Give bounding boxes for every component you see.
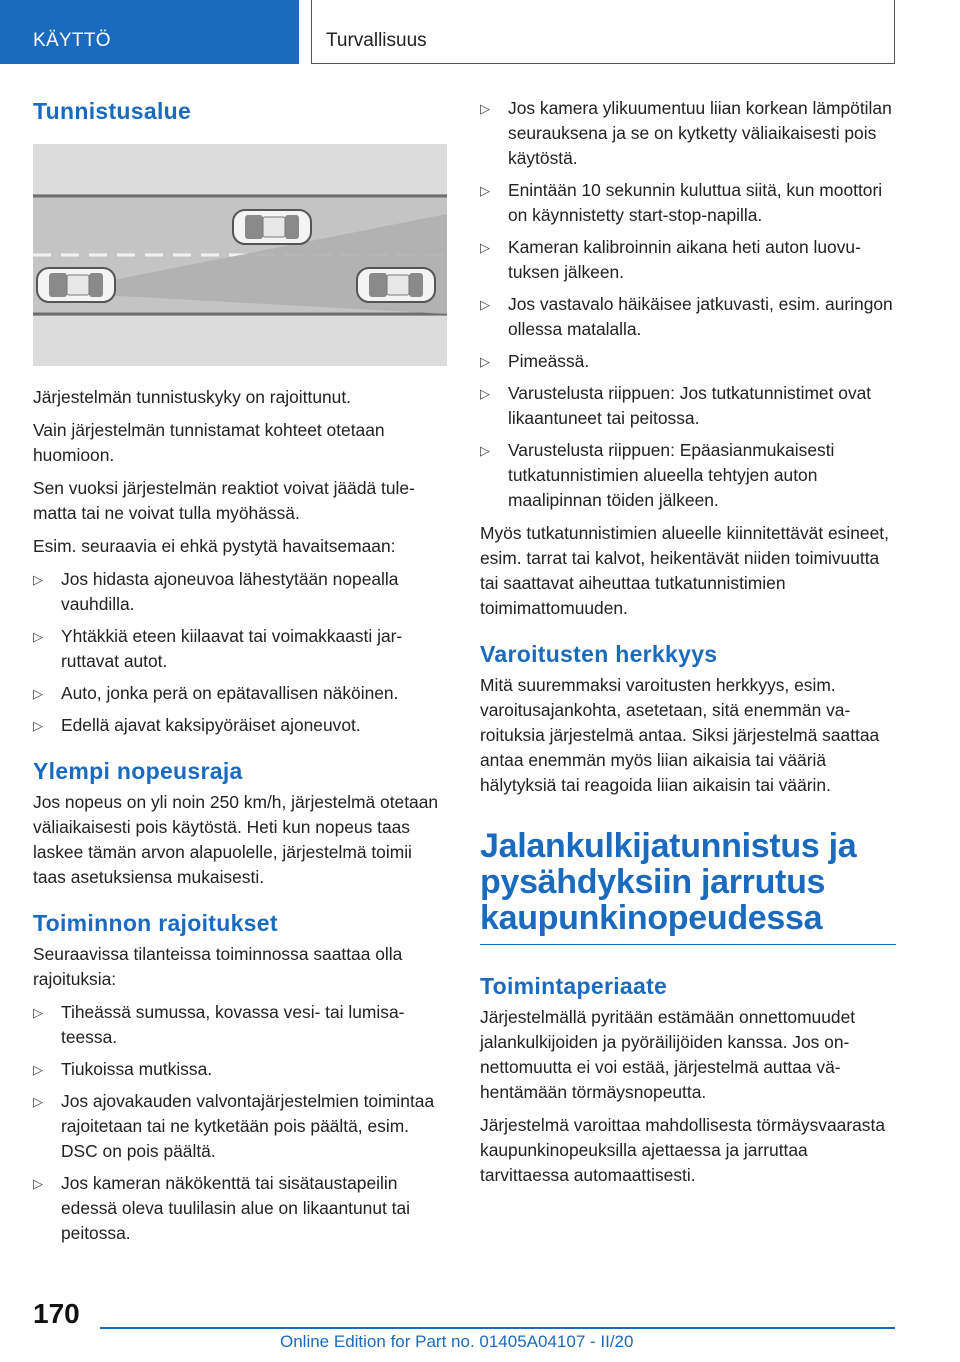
section-header bbox=[311, 0, 895, 64]
chapter-tab bbox=[0, 0, 299, 64]
list-item: ▷ Jos vastavalo häikäisee jatkuvasti, esim. auringon ollessa matalalla. bbox=[480, 292, 896, 342]
detection-range-illustration bbox=[33, 144, 447, 366]
paragraph: Jos nopeus on yli noin 250 km/h, järjestelmä otetaan väliaikaisesti pois käytöstä. Heti kun nopeus taas laskee tämän arvon alapuolelle, järjestelmä toimii taas asetuksiensa mukaisesti. bbox=[33, 792, 439, 887]
list-item: ▷ Pimeässä. bbox=[480, 349, 896, 374]
paragraph: Järjestelmä varoittaa mahdollisesta törmäysvaarasta kaupunkinopeuksilla ajettaessa ja jarruttaa tarvittaessa automaattisesti. bbox=[480, 1115, 885, 1185]
chapter-heading: Jalankulkijatunnistus ja pysähdyksiin jarrutus kaupunkinopeudessa bbox=[480, 828, 896, 945]
car-ego bbox=[37, 268, 115, 302]
paragraph: Järjestelmän tunnistuskyky on rajoittunut. bbox=[33, 387, 352, 407]
paragraph: Seuraavissa tilanteissa toiminnossa saattaa olla rajoituksia: bbox=[33, 944, 403, 989]
right-column bbox=[480, 96, 896, 1196]
chapter-tab-label: KÄYTTÖ bbox=[33, 30, 111, 51]
list-item: ▷ Auto, jonka perä on epätavallisen näköinen. bbox=[33, 681, 449, 706]
heading-varoitusten-herkkyys: Varoitusten herkkyys bbox=[480, 641, 718, 667]
edition-note: Online Edition for Part no. 01405A04107 - II/20 bbox=[280, 1332, 634, 1351]
car-ahead bbox=[357, 268, 435, 302]
list-item: ▷ Yhtäkkiä eteen kiilaavat tai voimakkaasti jarruttavat autot. bbox=[33, 624, 449, 674]
limitations-list bbox=[33, 1000, 449, 1246]
heading-toiminnon-rajoitukset: Toiminnon rajoitukset bbox=[33, 910, 278, 936]
list-item: ▷ Jos kameran näkökenttä tai sisätaustapeilin edessä oleva tuulilasin alue on likaantunut tai peitossa. bbox=[33, 1171, 449, 1246]
list-item: ▷ Jos ajovakauden valvontajärjestelmien toimintaa rajoitetaan tai ne kytketään pois päältä, esim. DSC on pois päältä. bbox=[33, 1089, 449, 1164]
paragraph: Vain järjestelmän tunnistamat kohteet otetaan huomioon. bbox=[33, 420, 385, 465]
paragraph: Sen vuoksi järjestelmän reaktiot voivat jäädä tulematta tai ne voivat tulla myöhässä. bbox=[33, 478, 415, 523]
page-number: 170 bbox=[33, 1298, 80, 1329]
paragraph: Järjestelmällä pyritään estämään onnettomuudet jalankulkijoiden ja pyöräilijöiden kanssa. Jos onnettomuutta ei voi estää, järjestelmä auttaa vähentämään törmäysnopeutta. bbox=[480, 1007, 856, 1102]
limitations-list-continued bbox=[480, 96, 896, 513]
list-item: ▷ Edellä ajavat kaksipyöräiset ajoneuvot. bbox=[33, 713, 449, 738]
list-item: ▷ Varustelusta riippuen: Epäasianmukaisesti tutkatunnistimien alueella tehtyjen auton maalipinnan töiden jälkeen. bbox=[480, 438, 896, 513]
left-column bbox=[33, 96, 449, 1254]
list-item: ▷ Jos kamera ylikuumentuu liian korkean lämpötilan seurauksena ja se on kytketty väliaikaisesti pois käytöstä. bbox=[480, 96, 896, 171]
list-item: ▷ Enintään 10 sekunnin kuluttua siitä, kun moottori on käynnistetty start-stop-napilla. bbox=[480, 178, 896, 228]
list-item: ▷ Tiheässä sumussa, kovassa vesi- tai lumisateessa. bbox=[33, 1000, 449, 1050]
list-item: ▷ Jos hidasta ajoneuvoa lähestytään nopealla vauhdilla. bbox=[33, 567, 449, 617]
section-header-label: Turvallisuus bbox=[326, 30, 427, 51]
heading-ylempi-nopeusraja: Ylempi nopeusraja bbox=[33, 758, 243, 784]
footer-divider bbox=[100, 1327, 895, 1329]
heading-tunnistusalue: Tunnistusalue bbox=[33, 98, 192, 124]
car-front-lane bbox=[233, 210, 311, 244]
list-item: ▷ Kameran kalibroinnin aikana heti auton luovutuksen jälkeen. bbox=[480, 235, 896, 285]
list-item: ▷ Varustelusta riippuen: Jos tutkatunnistimet ovat likaantuneet tai peitossa. bbox=[480, 381, 896, 431]
undetectable-list bbox=[33, 567, 449, 738]
paragraph: Esim. seuraavia ei ehkä pystytä havaitsemaan: bbox=[33, 536, 396, 556]
paragraph: Myös tutkatunnistimien alueelle kiinnitettävät esineet, esim. tarrat tai kalvot, heikentävät niiden toimivuutta tai saattavat aiheuttaa tutkatunnistimien toimimattomuuden. bbox=[480, 523, 889, 618]
heading-toimintaperiaate: Toimintaperiaate bbox=[480, 973, 668, 999]
list-item: ▷ Tiukoissa mutkissa. bbox=[33, 1057, 449, 1082]
paragraph: Mitä suuremmaksi varoitusten herkkyys, esim. varoitusajankohta, asetetaan, sitä enemmän varoituksia järjestelmä antaa. Siksi järjestelmä saattaa antaa enemmän myös liian aikaisia tai vääriä hälytyksiä tai reagoida liian aikaisin tai väärin. bbox=[480, 675, 880, 795]
